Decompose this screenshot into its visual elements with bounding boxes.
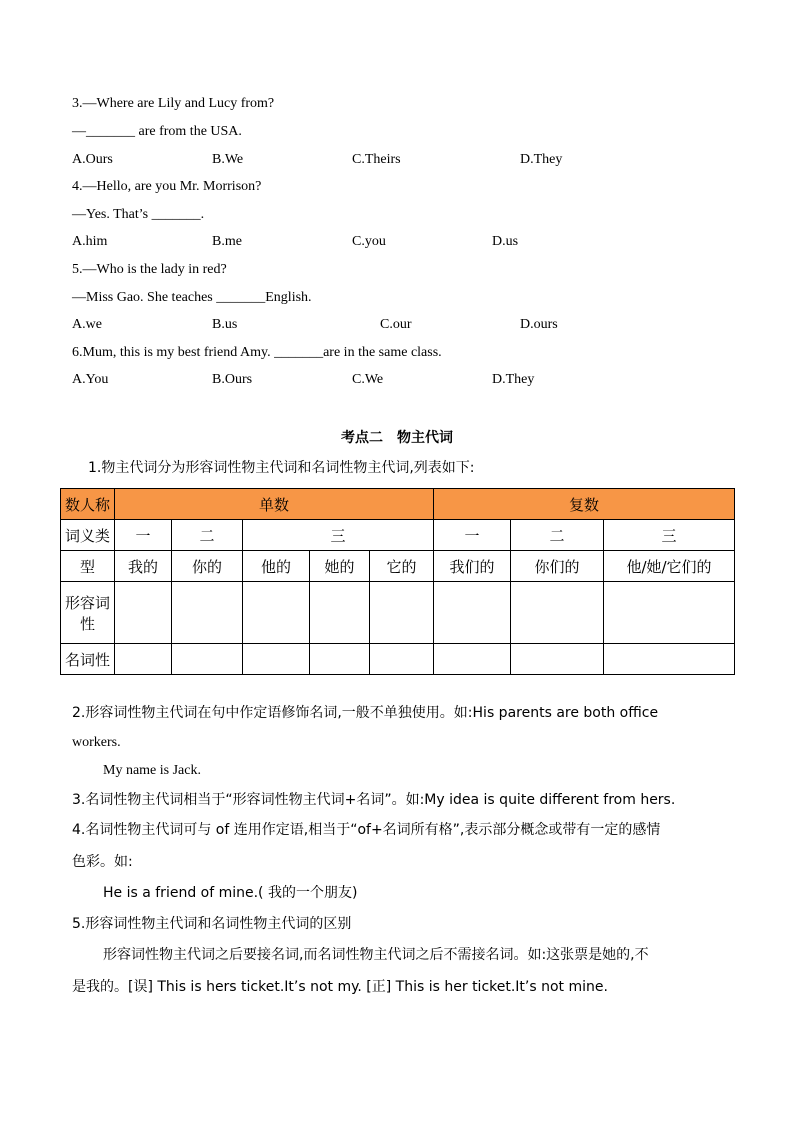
empty-cell — [172, 644, 243, 675]
note-5-line-1: 形容词性物主代词之后要接名词,而名词性物主代词之后不需接名词。如:这张票是她的,不 — [103, 947, 649, 963]
meaning-cell: 我的 — [115, 551, 172, 582]
q4-stem: 4.—Hello, are you Mr. Morrison? — [72, 179, 262, 194]
table-corner-header: 数人称 — [61, 489, 115, 520]
q3-stem: 3.—Where are Lily and Lucy from? — [72, 96, 275, 111]
empty-cell — [115, 582, 172, 644]
meaning-cell: 它的 — [370, 551, 434, 582]
person-second-singular: 二 — [172, 520, 243, 551]
intro-text: 1.物主代词分为形容词性物主代词和名词性物主代词,列表如下: — [88, 460, 475, 476]
q6-option-a: A.You — [72, 372, 109, 387]
empty-cell — [243, 582, 310, 644]
q5-option-d: D.ours — [520, 317, 558, 332]
q4-option-b: B.me — [212, 234, 242, 249]
note-4-line-2: 色彩。如: — [72, 854, 133, 870]
meaning-cell: 你的 — [172, 551, 243, 582]
empty-cell — [604, 644, 735, 675]
meaning-cell: 他的 — [243, 551, 310, 582]
empty-cell — [172, 582, 243, 644]
q6-option-c: C.We — [352, 372, 384, 387]
meaning-cell: 我们的 — [434, 551, 511, 582]
empty-cell — [434, 582, 511, 644]
empty-cell — [310, 644, 370, 675]
q6-option-d: D.They — [492, 372, 535, 387]
person-second-plural: 二 — [511, 520, 604, 551]
table-corner-mid: 词义类 — [61, 520, 115, 551]
q5-option-a: A.we — [72, 317, 102, 332]
note-3: 3.名词性物主代词相当于“形容词性物主代词+名词”。如:My idea is quite different from hers. — [72, 792, 676, 808]
q5-option-c: C.our — [380, 317, 412, 332]
q5-stem: 5.—Who is the lady in red? — [72, 262, 227, 277]
empty-cell — [434, 644, 511, 675]
table-corner-bottom: 型 — [61, 551, 115, 582]
q4-option-a: A.him — [72, 234, 108, 249]
empty-cell — [511, 644, 604, 675]
note-5-heading: 5.形容词性物主代词和名词性物主代词的区别 — [72, 916, 352, 932]
empty-cell — [115, 644, 172, 675]
note-4-example: He is a friend of mine.( 我的一个朋友) — [103, 885, 358, 901]
note-2-line-1: 2.形容词性物主代词在句中作定语修饰名词,一般不单独使用。如:His parents are both office — [72, 705, 659, 721]
q3-option-c: C.Theirs — [352, 152, 401, 167]
person-first-singular: 一 — [115, 520, 172, 551]
q5-answer-line: —Miss Gao. She teaches _______English. — [72, 290, 312, 305]
note-4-line-1: 4.名词性物主代词可与 of 连用作定语,相当于“of+名词所有格”,表示部分概念或带有一定的感情 — [72, 822, 661, 838]
meaning-cell: 你们的 — [511, 551, 604, 582]
plural-header: 复数 — [434, 489, 735, 520]
note-2-example: My name is Jack. — [103, 763, 201, 778]
q6-stem: 6.Mum, this is my best friend Amy. _______are in the same class. — [72, 345, 442, 360]
q4-option-d: D.us — [492, 234, 519, 249]
q6-option-b: B.Ours — [212, 372, 253, 387]
q5-option-b: B.us — [212, 317, 238, 332]
note-5-line-2: 是我的。[误] This is hers ticket.It’s not my. [正] This is her ticket.It’s not mine. — [72, 979, 608, 995]
row-label-adjective: 形容词 性 — [61, 582, 115, 644]
q3-answer-line: —_______ are from the USA. — [72, 124, 242, 139]
person-third-plural: 三 — [604, 520, 735, 551]
empty-cell — [243, 644, 310, 675]
q3-option-d: D.They — [520, 152, 563, 167]
q3-option-a: A.Ours — [72, 152, 113, 167]
meaning-cell: 她的 — [310, 551, 370, 582]
empty-cell — [370, 644, 434, 675]
empty-cell — [310, 582, 370, 644]
section-title: 考点二 物主代词 — [341, 430, 453, 446]
empty-cell — [511, 582, 604, 644]
meaning-cell: 他/她/它们的 — [604, 551, 735, 582]
pronoun-table — [60, 488, 735, 675]
row-label-noun: 名词性 — [61, 644, 115, 675]
note-2-line-2: workers. — [72, 735, 121, 750]
person-third-singular: 三 — [243, 520, 434, 551]
q3-option-b: B.We — [212, 152, 244, 167]
person-first-plural: 一 — [434, 520, 511, 551]
empty-cell — [370, 582, 434, 644]
q4-option-c: C.you — [352, 234, 386, 249]
q4-answer-line: —Yes. That’s _______. — [72, 207, 205, 222]
empty-cell — [604, 582, 735, 644]
singular-header: 单数 — [115, 489, 434, 520]
